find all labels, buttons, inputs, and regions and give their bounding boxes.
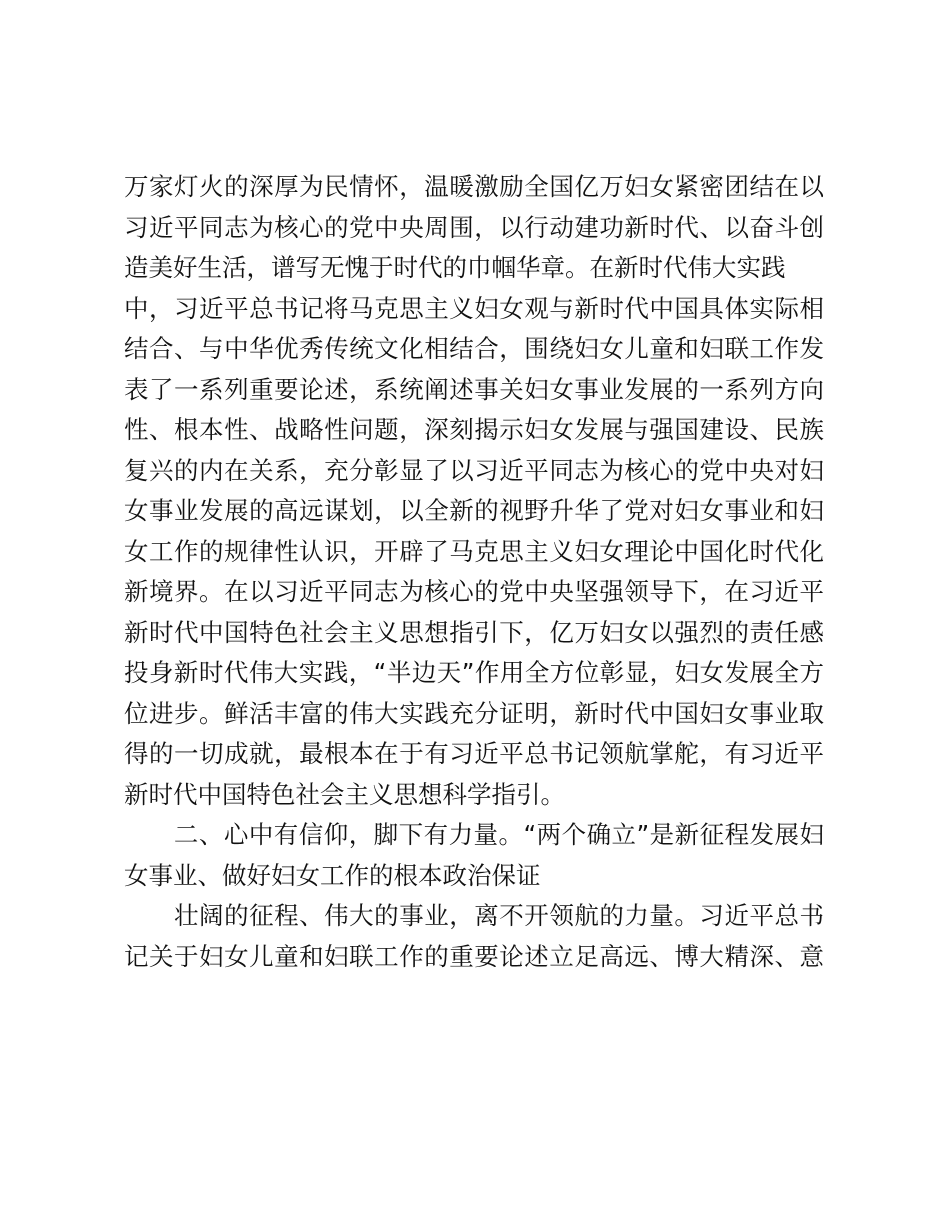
text-line: 结合、与中华优秀传统文化相结合，围绕妇女儿童和妇联工作发 [124,334,824,363]
text-line: 新时代中国特色社会主义思想科学指引。 [124,779,565,809]
text-line: 位进步。鲜活丰富的伟大实践充分证明，新时代中国妇女事业取 [124,698,824,728]
text-line: 复兴的内在关系，充分彰显了以习近平同志为核心的党中央对妇 [124,455,824,485]
text-line: 壮阔的征程、伟大的事业，离不开领航的力量。习近平总书 [124,901,824,930]
text-line: 万家灯火的深厚为民情怀，温暖激励全国亿万妇女紧密团结在以 [124,172,824,201]
text-line: 女工作的规律性认识，开辟了马克思主义妇女理论中国化时代化 [124,536,824,566]
text-line: 得的一切成就，最根本在于有习近平总书记领航掌舵，有习近平 [124,739,824,768]
text-line: 新境界。在以习近平同志为核心的党中央坚强领导下，在习近平 [124,577,824,606]
text-line: 中，习近平总书记将马克思主义妇女观与新时代中国具体实际相 [124,293,824,323]
body-text [124,167,824,977]
section-heading-line: 二、心中有信仰，脚下有力量。“两个确立”是新征程发展妇 [124,820,824,849]
text-line: 投身新时代伟大实践，“半边天”作用全方位彰显，妇女发展全方 [124,658,824,687]
text-line: 新时代中国特色社会主义思想指引下，亿万妇女以强烈的责任感 [124,617,824,647]
text-line: 习近平同志为核心的党中央周围，以行动建功新时代、以奋斗创 [124,212,824,242]
text-line: 性、根本性、战略性问题，深刻揭示妇女发展与强国建设、民族 [124,415,824,444]
text-line: 表了一系列重要论述，系统阐述事关妇女事业发展的一系列方向 [124,374,824,404]
text-line: 女事业发展的高远谋划，以全新的视野升华了党对妇女事业和妇 [124,496,824,525]
section-heading-line: 女事业、做好妇女工作的根本政治保证 [124,860,541,890]
text-line: 记关于妇女儿童和妇联工作的重要论述立足高远、博大精深、意 [124,941,824,971]
text-line: 造美好生活，谱写无愧于时代的巾帼华章。在新时代伟大实践 [124,253,786,282]
